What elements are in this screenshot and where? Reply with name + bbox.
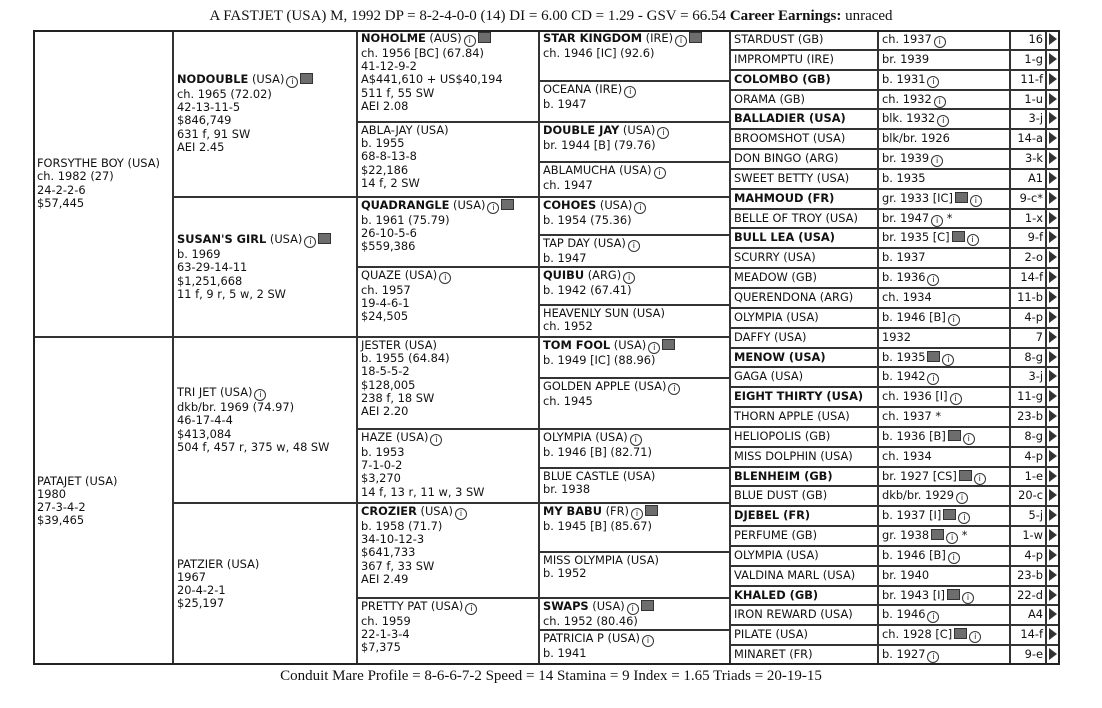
horse-detail-line: $57,445: [37, 195, 85, 210]
horse-detail-line: $559,386: [361, 239, 416, 254]
gen5-family-number: 22-d: [1010, 586, 1046, 605]
horse-country: (USA): [596, 198, 633, 212]
gen5-horse-name[interactable]: STARDUST (GB): [730, 30, 878, 50]
conduit-mare-profile: Conduit Mare Profile = 8-6-6-7-2 Speed = 14 Stamina = 9 Index = 1.65 Triads = 20-19-15: [280, 668, 822, 684]
horse-detail-line: b. 1947: [543, 97, 587, 111]
pedigree-header: [0, 8, 1102, 25]
horse-description: br. 1927 [CS]: [882, 469, 957, 483]
horse-detail-line: 63-29-14-11: [177, 260, 248, 275]
horse-detail-line: b. 1954 (75.36): [543, 213, 632, 227]
horse-detail-line: b. 1946 [B] (82.71): [543, 445, 652, 459]
horse-detail-line: b. 1955 (64.84): [361, 351, 450, 366]
horse-country: (AUS): [425, 31, 462, 45]
horse-description: b. 1937 [I]: [882, 508, 942, 522]
horse-name: TOM FOOL: [543, 338, 611, 352]
horse-name: TAP DAY (USA): [543, 236, 626, 250]
gen5-family-number: 11-g: [1010, 387, 1046, 407]
gen5-family-number: 23-b: [1010, 566, 1046, 586]
gen5-horse-name[interactable]: IRON REWARD (USA): [730, 605, 878, 625]
horse-name: MISS OLYMPIA (USA): [543, 553, 659, 567]
gen5-horse-name[interactable]: SWEET BETTY (USA): [730, 169, 878, 189]
horse-detail-line: ch. 1947: [543, 178, 593, 192]
horse-detail-line: AEI 2.45: [177, 139, 225, 154]
gen5-family-number: 11-f: [1010, 70, 1046, 90]
gen5-horse-name[interactable]: PILATE (USA): [730, 625, 878, 645]
gen5-horse-name[interactable]: BLUE DUST (GB): [730, 486, 878, 506]
horse-detail-line: 24-2-2-6: [37, 182, 86, 197]
gen5-family-number: 1-e: [1010, 467, 1046, 486]
horse-detail-line: 41-12-9-2: [361, 59, 417, 74]
gen5-family-number: 4-p: [1010, 447, 1046, 467]
horse-detail-line: ch. 1956 [BC] (67.84): [361, 46, 484, 60]
horse-detail-line: ch. 1957: [361, 283, 411, 297]
horse-detail-line: 42-13-11-5: [177, 100, 241, 115]
asterisk-mark: *: [958, 528, 968, 542]
horse-detail-line: $7,375: [361, 640, 401, 655]
horse-detail-line: ch. 1946 [IC] (92.6): [543, 46, 655, 60]
horse-name: FORSYTHE BOY (USA): [37, 156, 160, 171]
horse-detail-line: br. 1938: [543, 482, 591, 497]
horse-name: MY BABU: [543, 504, 602, 518]
gen5-family-number: 9-c*: [1010, 189, 1046, 209]
gen5-family-number: 9-e: [1010, 645, 1046, 665]
horse-detail-line: $22,186: [361, 162, 409, 177]
horse-detail-line: dkb/br. 1969 (74.97): [177, 400, 295, 415]
horse-description: b. 1936: [882, 270, 926, 284]
horse-detail-line: 631 f, 91 SW: [177, 126, 251, 141]
horse-description: br. 1943 [I]: [882, 588, 945, 602]
horse-country: (USA): [248, 71, 285, 86]
gen5-horse-name[interactable]: QUERENDONA (ARG): [730, 288, 878, 308]
gen5-horse-name[interactable]: SCURRY (USA): [730, 248, 878, 268]
gen5-family-number: A1: [1010, 169, 1046, 189]
gen5-family-number: 3-j: [1010, 367, 1046, 387]
gen5-horse-name[interactable]: MENOW (USA): [730, 348, 878, 367]
gen5-family-number: 7: [1010, 328, 1046, 348]
horse-description: ch. 1937: [882, 32, 932, 46]
horse-detail-line: $39,465: [37, 513, 85, 528]
gen5-family-number: 5-j: [1010, 506, 1046, 526]
horse-detail-line: b. 1947: [543, 251, 587, 265]
horse-country: (USA): [266, 232, 303, 247]
horse-detail-line: b. 1952: [543, 566, 587, 581]
horse-detail-line: ch. 1952 (80.46): [543, 614, 638, 628]
horse-name: QUAZE (USA): [361, 268, 438, 282]
horse-name: ABLA-JAY (USA): [361, 123, 449, 137]
horse-name: CROZIER: [361, 504, 417, 518]
gen5-family-number: 16: [1010, 30, 1046, 50]
horse-detail-line: 238 f, 18 SW: [361, 390, 435, 405]
horse-country: (USA): [619, 123, 656, 137]
horse-detail-line: b. 1949 [IC] (88.96): [543, 353, 656, 367]
horse-detail-line: AEI 2.20: [361, 404, 409, 419]
gen5-horse-name[interactable]: COLOMBO (GB): [730, 70, 878, 90]
horse-detail-line: b. 1942 (67.41): [543, 283, 632, 297]
horse-detail-line: 46-17-4-4: [177, 413, 233, 428]
gen5-horse-name[interactable]: MINARET (FR): [730, 645, 878, 665]
gen5-horse-name[interactable]: MAHMOUD (FR): [730, 189, 878, 209]
gen5-horse-name[interactable]: ORAMA (GB): [730, 90, 878, 109]
horse-description: br. 1935 [C]: [882, 230, 950, 244]
horse-country: (USA): [416, 504, 453, 518]
gen5-horse-name[interactable]: MEADOW (GB): [730, 268, 878, 288]
horse-name: NOHOLME: [361, 31, 426, 45]
horse-name: ABLAMUCHA (USA): [543, 163, 652, 177]
horse-name: PRETTY PAT (USA): [361, 599, 464, 613]
gen5-horse-name[interactable]: VALDINA MARL (USA): [730, 566, 878, 586]
gen5-family-number: 14-f: [1010, 625, 1046, 645]
gen5-family-number: 20-c: [1010, 486, 1046, 506]
horse-description: b. 1946 [B]: [882, 310, 946, 324]
horse-country: (USA): [449, 198, 486, 212]
horse-detail-line: 1967: [177, 569, 206, 584]
gen5-family-number: 3-j: [1010, 109, 1046, 129]
horse-detail-line: ch. 1982 (27): [37, 169, 114, 184]
horse-name: SUSAN'S GIRL: [177, 232, 267, 247]
gen5-horse-name[interactable]: BROOMSHOT (USA): [730, 129, 878, 149]
horse-description: ch. 1937: [882, 409, 932, 423]
horse-detail-line: b. 1953: [361, 445, 405, 459]
horse-detail-line: 34-10-12-3: [361, 532, 425, 547]
gen5-horse-name[interactable]: BLENHEIM (GB): [730, 467, 878, 486]
horse-detail-line: 26-10-5-6: [361, 226, 417, 241]
horse-detail-line: 11 f, 9 r, 5 w, 2 SW: [177, 286, 286, 301]
gen5-family-number: A4: [1010, 605, 1046, 625]
horse-description: ch. 1928 [C]: [882, 627, 953, 641]
horse-description: gr. 1938: [882, 528, 930, 542]
asterisk-mark: *: [943, 211, 953, 225]
gen5-family-number: 1-w: [1010, 526, 1046, 546]
horse-detail-line: A$441,610 + US$40,194: [361, 72, 503, 87]
horse-detail-line: $1,251,668: [177, 273, 243, 288]
horse-detail-line: $3,270: [361, 471, 401, 486]
horse-detail-line: 18-5-5-2: [361, 364, 410, 379]
header-title: A FASTJET (USA) M, 1992 DP = 8-2-4-0-0 (14) DI = 6.00 CD = 1.29 - GSV = 66.54: [209, 8, 730, 24]
horse-detail-line: $846,749: [177, 113, 232, 128]
horse-name: HAZE (USA): [361, 430, 429, 444]
horse-detail-line: br. 1944 [B] (79.76): [543, 138, 656, 152]
gen5-horse-name[interactable]: DJEBEL (FR): [730, 506, 878, 526]
horse-country: (USA): [588, 599, 625, 613]
horse-description: dkb/br. 1929: [882, 488, 954, 502]
horse-name: DOUBLE JAY: [543, 123, 620, 137]
horse-country: (ARG): [584, 268, 622, 282]
gen5-family-number: 8-g: [1010, 427, 1046, 447]
horse-name: STAR KINGDOM: [543, 31, 643, 45]
horse-name: GOLDEN APPLE (USA): [543, 379, 667, 393]
horse-detail-line: $641,733: [361, 545, 416, 560]
horse-description: gr. 1933 [IC]: [882, 191, 953, 205]
gen5-family-number: 3-k: [1010, 149, 1046, 169]
horse-detail-line: b. 1958 (71.7): [361, 519, 443, 533]
horse-detail-line: 27-3-4-2: [37, 500, 86, 514]
horse-name: TRI JET (USA): [177, 385, 253, 400]
gen5-horse-name[interactable]: GAGA (USA): [730, 367, 878, 387]
gen5-horse-name[interactable]: DON BINGO (ARG): [730, 149, 878, 169]
horse-detail-line: b. 1955: [361, 136, 405, 151]
horse-detail-line: b. 1961 (75.79): [361, 213, 450, 227]
horse-description: b. 1946: [882, 607, 926, 621]
horse-name: QUIBU: [543, 268, 585, 282]
horse-detail-line: $25,197: [177, 596, 225, 611]
horse-description: br. 1939: [882, 151, 930, 165]
horse-detail-line: b. 1969: [177, 247, 221, 262]
horse-detail-line: ch. 1952: [543, 319, 593, 334]
horse-detail-line: ch. 1965 (72.02): [177, 86, 272, 101]
gen5-horse-name[interactable]: BALLADIER (USA): [730, 109, 878, 129]
horse-detail-line: b. 1945 [B] (85.67): [543, 519, 652, 533]
horse-name: PATZIER (USA): [177, 556, 260, 571]
horse-name: NODOUBLE: [177, 71, 249, 86]
gen5-family-number: 1-u: [1010, 90, 1046, 109]
horse-detail-line: b. 1941: [543, 646, 587, 660]
horse-detail-line: $413,084: [177, 426, 232, 441]
gen5-horse-name[interactable]: PERFUME (GB): [730, 526, 878, 546]
horse-name: JESTER (USA): [361, 338, 437, 352]
horse-country: (USA): [610, 338, 647, 352]
horse-description: 1932: [882, 330, 911, 344]
horse-detail-line: 511 f, 55 SW: [361, 85, 435, 100]
horse-description: ch. 1936 [I]: [882, 389, 948, 403]
gen5-horse-name[interactable]: EIGHT THIRTY (USA): [730, 387, 878, 407]
gen5-family-number: 4-p: [1010, 308, 1046, 328]
gen5-family-number: 2-o: [1010, 248, 1046, 268]
horse-detail-line: AEI 2.49: [361, 571, 409, 586]
gen5-horse-name[interactable]: HELIOPOLIS (GB): [730, 427, 878, 447]
gen5-family-number: 14-a: [1010, 129, 1046, 149]
horse-detail-line: $24,505: [361, 309, 409, 324]
gen5-horse-name[interactable]: THORN APPLE (USA): [730, 407, 878, 427]
horse-description: b. 1935: [882, 171, 926, 185]
gen5-family-number: 4-p: [1010, 546, 1046, 566]
pedigree-frame: [33, 30, 1060, 665]
horse-description: ch. 1932: [882, 92, 932, 106]
horse-description: b. 1942: [882, 369, 926, 383]
horse-detail-line: 7-1-0-2: [361, 458, 403, 473]
horse-description: blk. 1932: [882, 111, 936, 125]
horse-description: b. 1935: [882, 350, 926, 364]
gen5-horse-name[interactable]: OLYMPIA (USA): [730, 546, 878, 566]
gen5-horse-name[interactable]: BULL LEA (USA): [730, 228, 878, 248]
horse-detail-line: 20-4-2-1: [177, 583, 226, 597]
horse-country: (FR): [601, 504, 629, 518]
horse-description: br. 1939: [882, 52, 930, 66]
horse-detail-line: AEI 2.08: [361, 98, 409, 113]
horse-description: blk/br. 1926: [882, 131, 950, 145]
gen5-horse-name[interactable]: IMPROMPTU (IRE): [730, 50, 878, 70]
horse-name: COHOES: [543, 198, 597, 212]
horse-description: b. 1931: [882, 72, 926, 86]
horse-description: br. 1947: [882, 211, 930, 225]
horse-name: PATRICIA P (USA): [543, 631, 640, 645]
horse-detail-line: 19-4-6-1: [361, 296, 410, 311]
gen5-family-number: 1-g: [1010, 50, 1046, 70]
horse-name: PATAJET (USA): [37, 473, 118, 488]
horse-country: (IRE): [642, 31, 674, 45]
horse-detail-line: 14 f, 2 SW: [361, 175, 420, 190]
horse-detail-line: 14 f, 13 r, 11 w, 3 SW: [361, 484, 485, 499]
horse-description: b. 1927: [882, 647, 926, 661]
horse-name: OCEANA (IRE): [543, 82, 623, 96]
gen5-horse-name[interactable]: OLYMPIA (USA): [730, 308, 878, 328]
horse-description: b. 1946 [B]: [882, 548, 946, 562]
horse-detail-line: $128,005: [361, 377, 416, 392]
gen5-family-number: 9-f: [1010, 228, 1046, 248]
horse-description: br. 1940: [882, 568, 930, 582]
asterisk-mark: *: [931, 409, 942, 423]
gen5-horse-name[interactable]: DAFFY (USA): [730, 328, 878, 348]
gen5-horse-name[interactable]: MISS DOLPHIN (USA): [730, 447, 878, 467]
horse-description: ch. 1934: [882, 290, 932, 304]
gen5-family-number: 1-x: [1010, 209, 1046, 228]
horse-detail-line: 1980: [37, 486, 66, 501]
gen5-family-number: 14-f: [1010, 268, 1046, 288]
gen5-family-number: 23-b: [1010, 407, 1046, 427]
gen5-family-number: 8-g: [1010, 348, 1046, 367]
horse-detail-line: 68-8-13-8: [361, 149, 417, 164]
horse-detail-line: 367 f, 33 SW: [361, 558, 435, 573]
earnings-label: Career Earnings:: [729, 8, 842, 24]
horse-detail-line: ch. 1945: [543, 394, 593, 408]
earnings-value: unraced: [841, 8, 893, 24]
horse-name: BLUE CASTLE (USA): [543, 469, 656, 483]
horse-name: HEAVENLY SUN (USA): [543, 306, 665, 320]
horse-description: b. 1936 [B]: [882, 429, 946, 443]
horse-name: SWAPS: [543, 599, 589, 613]
horse-detail-line: 22-1-3-4: [361, 627, 410, 642]
horse-name: OLYMPIA (USA): [543, 430, 628, 444]
horse-detail-line: ch. 1959: [361, 614, 411, 628]
gen5-horse-name[interactable]: BELLE OF TROY (USA): [730, 209, 878, 228]
gen5-horse-name[interactable]: KHALED (GB): [730, 586, 878, 605]
horse-description: ch. 1934: [882, 449, 932, 463]
horse-detail-line: 504 f, 457 r, 375 w, 48 SW: [177, 439, 330, 454]
horse-description: b. 1937: [882, 250, 926, 264]
gen5-family-number: 11-b: [1010, 288, 1046, 308]
horse-name: QUADRANGLE: [361, 198, 450, 212]
